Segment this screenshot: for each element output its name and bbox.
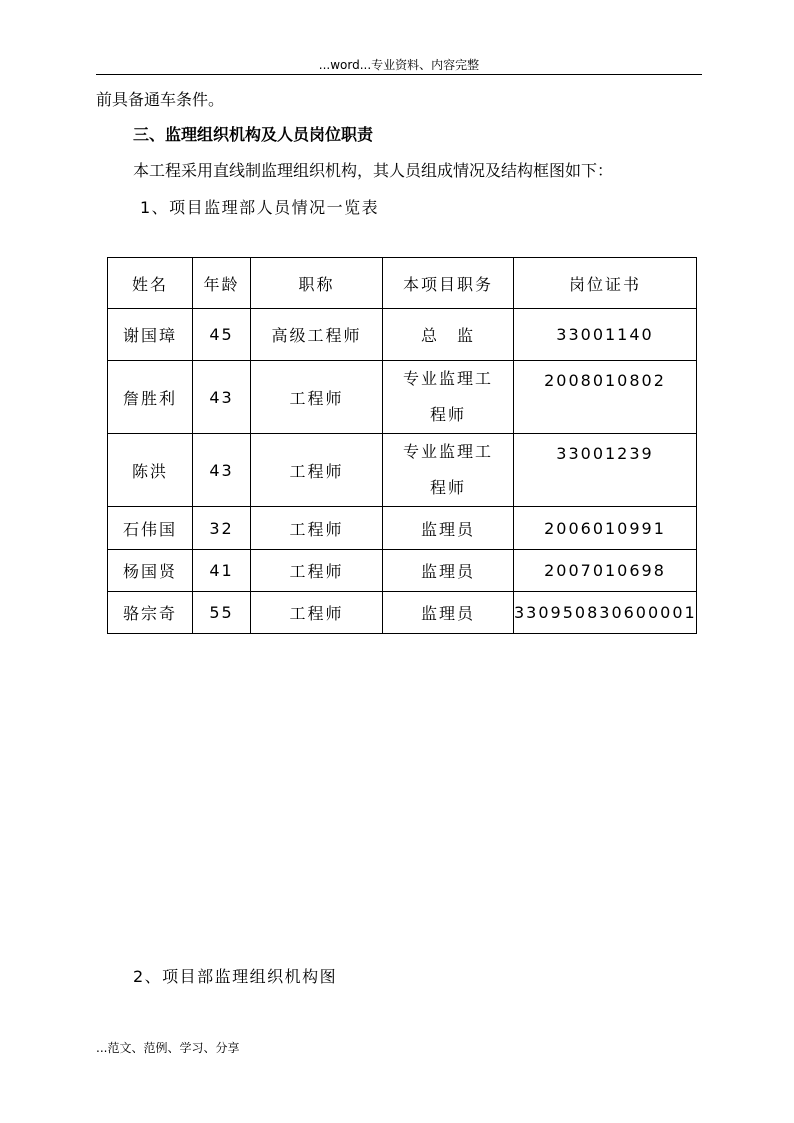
subheading-org-chart: 2、项目部监理组织机构图 [133,967,338,986]
header-name: 姓名 [108,258,193,309]
cell-role: 总 监 [383,309,514,361]
cell-cert: 330950830600001 [514,592,697,634]
cell-role [383,361,514,434]
cell-role-line2: 程师 [429,405,466,424]
cell-name: 石伟国 [108,507,193,550]
header-cert: 岗位证书 [514,258,697,309]
table-row [108,361,697,434]
cell-title: 工程师 [251,592,383,634]
cell-role: 监理员 [383,507,514,550]
table-row [108,507,697,550]
cell-role-line2: 程师 [429,478,466,497]
cell-title: 工程师 [251,550,383,592]
table-row [108,550,697,592]
header-age: 年龄 [193,258,251,309]
cell-role [383,434,514,507]
cell-cert: 33001140 [514,309,697,361]
subheading-staff-table: 1、项目监理部人员情况一览表 [140,198,380,217]
cell-age: 55 [193,592,251,634]
cell-title: 工程师 [251,361,383,434]
staff-table [107,257,697,634]
cell-name: 骆宗奇 [108,592,193,634]
cell-role: 监理员 [383,550,514,592]
cell-cert: 33001239 [514,434,697,507]
section-heading: 三、监理组织机构及人员岗位职责 [133,125,374,144]
cell-title: 工程师 [251,434,383,507]
cell-cert: 2007010698 [514,550,697,592]
cell-cert: 2008010802 [514,361,697,434]
cell-age: 45 [193,309,251,361]
cell-title: 工程师 [251,507,383,550]
table-row [108,434,697,507]
cell-role: 监理员 [383,592,514,634]
table-row [108,309,697,361]
cell-role-line1: 专业监理工 [402,369,493,388]
page-footer: ...范文、范例、学习、分享 [96,1041,240,1055]
cell-cert: 2006010991 [514,507,697,550]
cell-name: 杨国贤 [108,550,193,592]
continued-paragraph: 前具备通车条件。 [96,90,225,109]
intro-paragraph: 本工程采用直线制监理组织机构，其人员组成情况及结构框图如下： [133,161,614,180]
cell-role-line1: 专业监理工 [402,442,493,461]
header-divider [96,74,702,75]
header-role: 本项目职务 [383,258,514,309]
cell-name: 詹胜利 [108,361,193,434]
page-header: ...word...专业资料、内容完整 [318,58,480,72]
cell-name: 谢国璋 [108,309,193,361]
cell-title: 高级工程师 [251,309,383,361]
table-header-row [108,258,697,309]
header-title: 职称 [251,258,383,309]
cell-age: 43 [193,361,251,434]
cell-age: 41 [193,550,251,592]
table-row [108,592,697,634]
cell-name: 陈洪 [108,434,193,507]
cell-age: 32 [193,507,251,550]
cell-age: 43 [193,434,251,507]
